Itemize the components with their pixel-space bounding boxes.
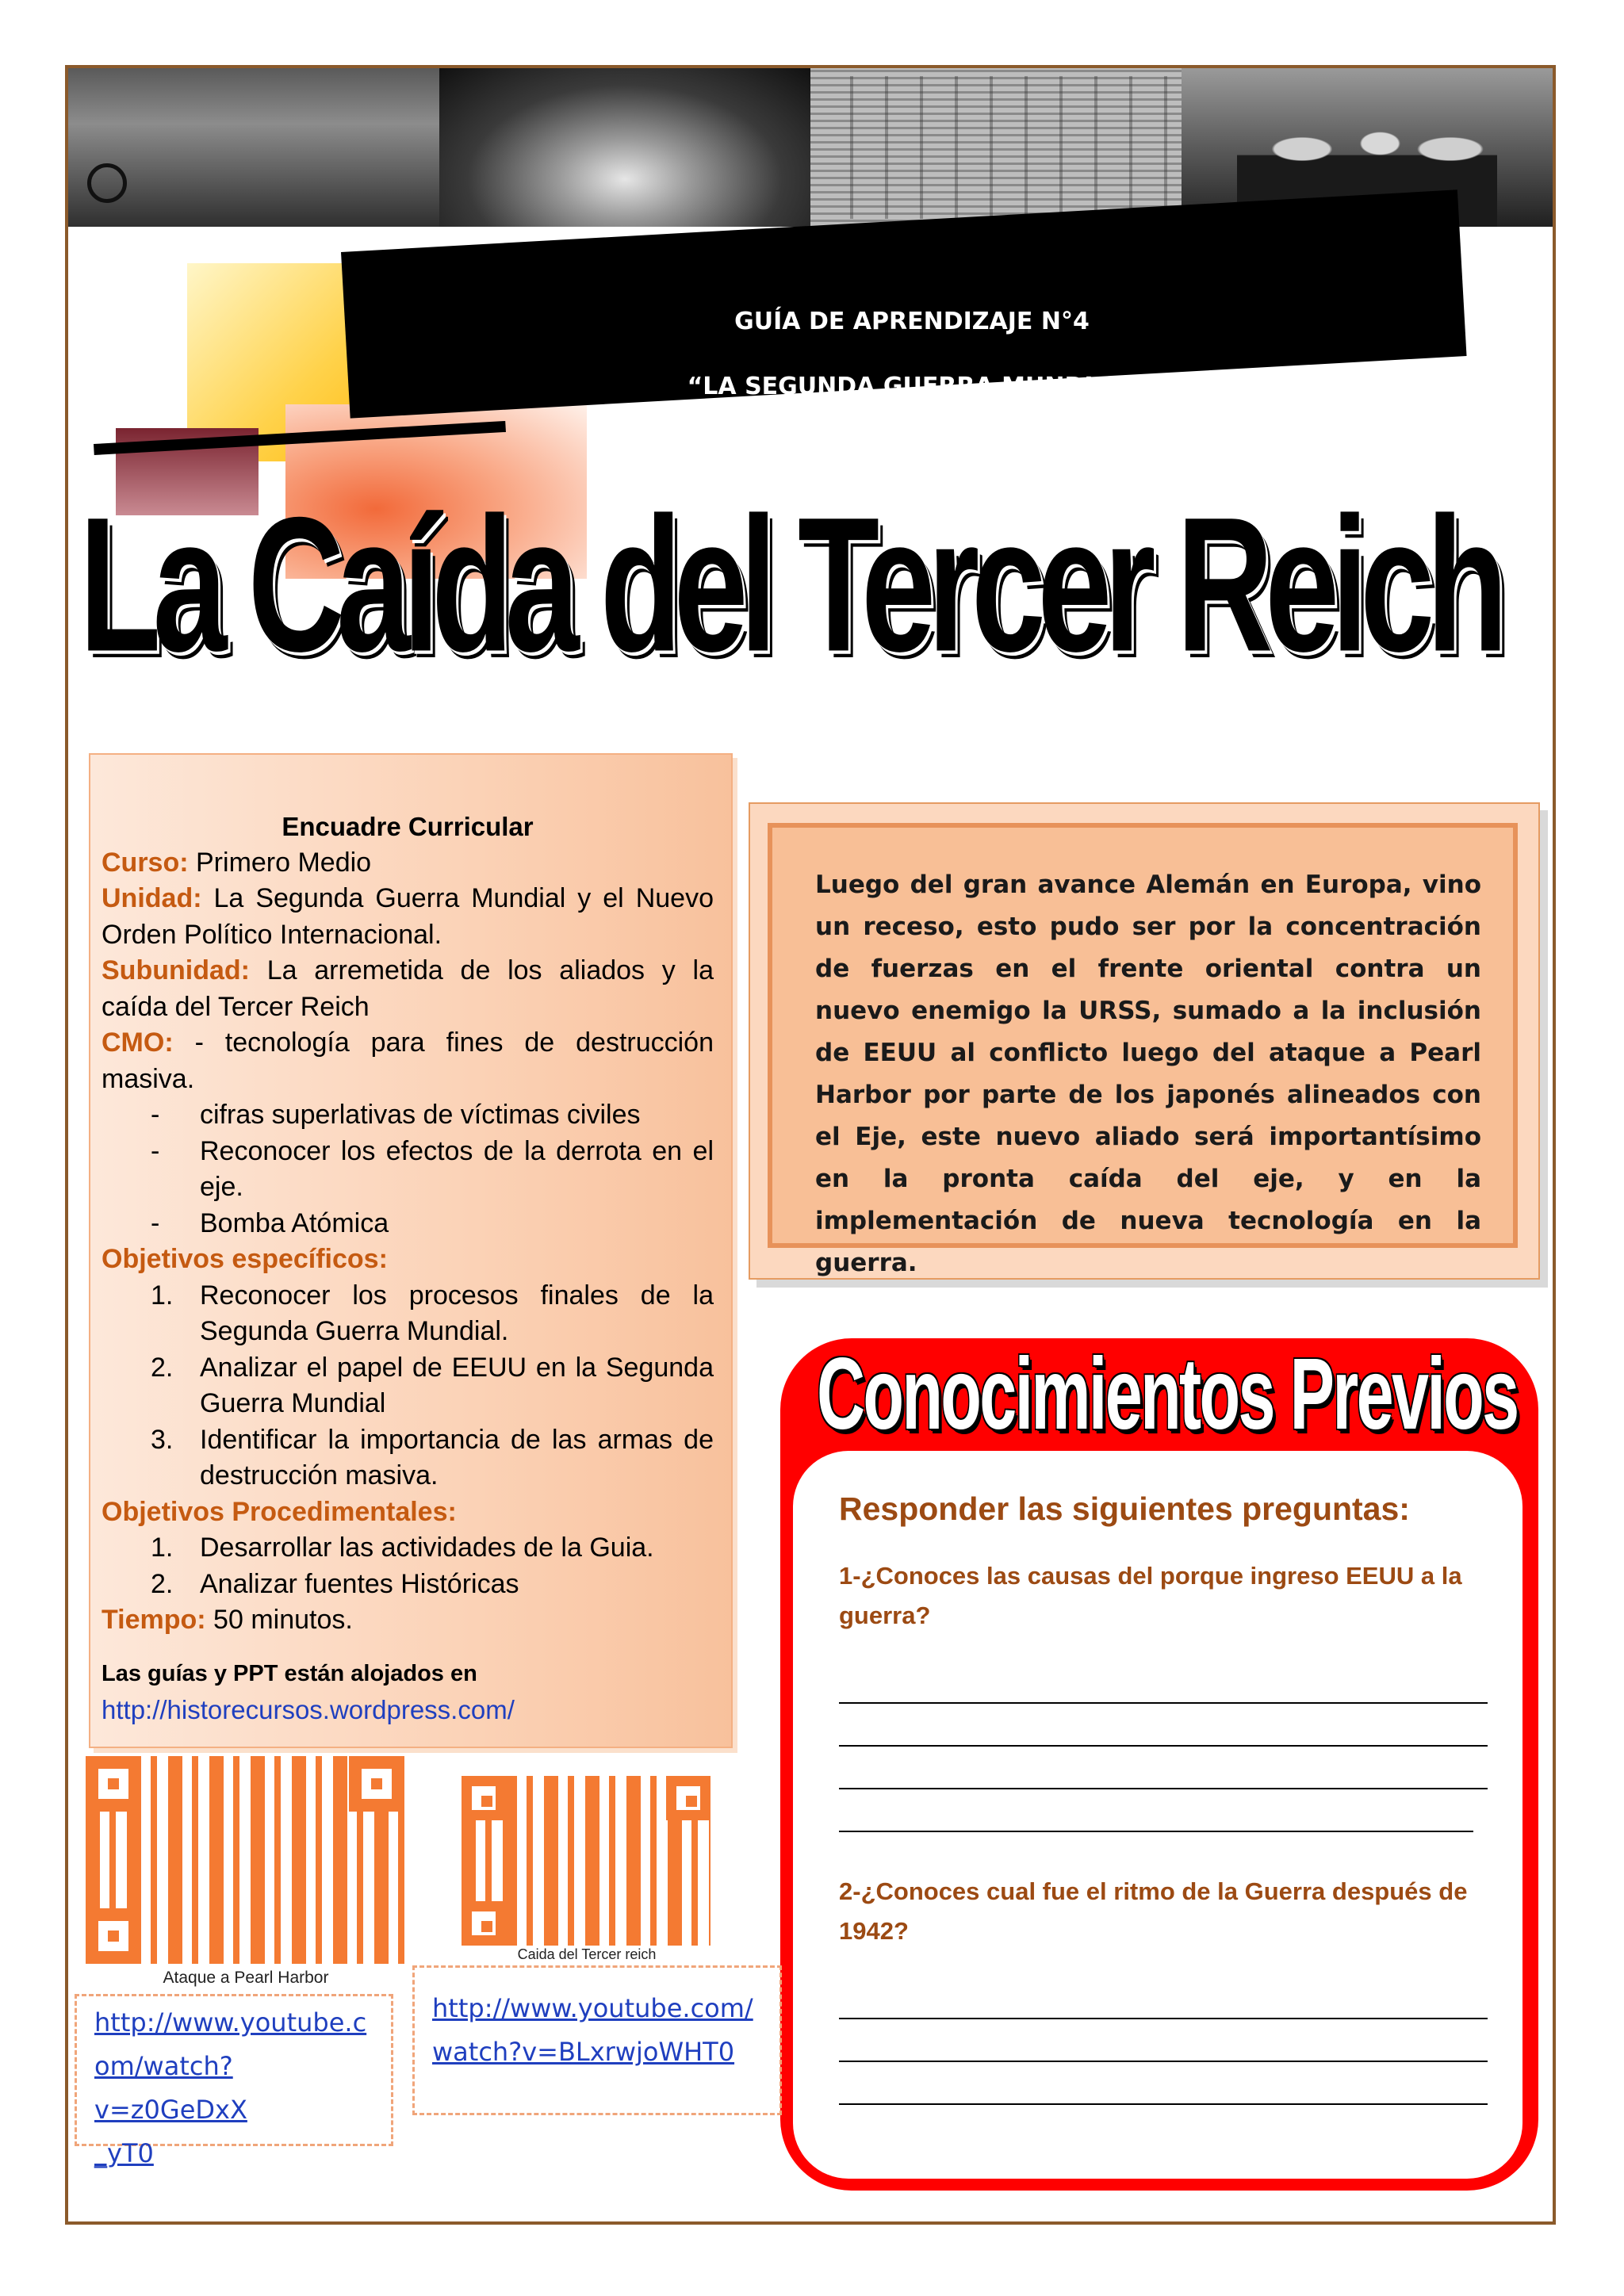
objetivos-especificos-label: Objetivos específicos:: [102, 1244, 388, 1274]
cmo-label: CMO:: [102, 1027, 174, 1058]
tercer-reich-link-box[interactable]: [412, 1965, 782, 2115]
answer-line[interactable]: [839, 1704, 1488, 1747]
list-item-text: Analizar el papel de EEUU en la Segunda Guerra Mundial: [200, 1352, 714, 1418]
list-item: [102, 1097, 714, 1134]
list-item: [102, 1350, 714, 1422]
answer-line[interactable]: [839, 2019, 1488, 2062]
newspaper-photo: [810, 68, 1182, 227]
answer-line[interactable]: [839, 1789, 1473, 1832]
list-item: [102, 1530, 714, 1567]
unidad-label: Unidad:: [102, 883, 202, 913]
qr-caption: Ataque a Pearl Harbor: [163, 1969, 329, 1987]
unidad-row: [102, 881, 714, 953]
questions-heading: Responder las siguientes preguntas:: [839, 1490, 1410, 1527]
page-title: La Caída del Tercer Reich: [79, 478, 1500, 692]
curriculum-box: [89, 753, 733, 1748]
pearl-harbor-qr-code[interactable]: [86, 1756, 404, 1964]
list-item: [102, 1278, 714, 1350]
curso-row: [102, 845, 714, 882]
list-item-text: Reconocer los procesos finales de la Segunda Guerra Mundial.: [200, 1280, 714, 1346]
guide-topic: “LA SEGUNDA GUERRA MUNDIAL”: [687, 373, 1137, 400]
qr-finder-icon: [666, 1776, 710, 1820]
link-line[interactable]: _yT0: [94, 2138, 154, 2168]
list-item-text: Identificar la importancia de las armas de destrucción masiva.: [200, 1424, 714, 1490]
qr-finder-icon: [462, 1901, 506, 1946]
intro-text: Luego del gran avance Alemán en Europa, vino un receso, esto pudo ser por la concentración de fuerzas en el frente oriental contra un nuevo enemigo la URSS, sumado a la inclusión de EEUU al conflicto luego del ataque a Pearl Harbor por parte de los japonés alineados con el Eje, este nuevo aliado será importantísimo en la pronta caída del eje, y en la implementación de nueva tecnología en la guerra.: [768, 823, 1518, 1248]
subunidad-value: La arremetida de los aliados y la caída del Tercer Reich: [102, 955, 714, 1022]
link-line[interactable]: http://www.youtube.c: [94, 2007, 367, 2038]
qr-finder-icon: [462, 1776, 506, 1820]
answer-line[interactable]: [839, 1976, 1488, 2019]
cmo-row: [102, 1025, 714, 1097]
curso-value: Primero Medio: [188, 847, 372, 878]
pearl-harbor-link-box[interactable]: [75, 1994, 393, 2168]
tiempo-value: 50 minutos.: [205, 1605, 353, 1635]
objetivos-procedimentales-label: Objetivos Procedimentales:: [102, 1496, 457, 1527]
answer-lines-2[interactable]: [839, 1976, 1491, 2105]
list-marker: -: [151, 1207, 160, 1238]
subunidad-label: Subunidad:: [102, 955, 250, 985]
question-2: 2-¿Conoces cual fue el ritmo de la Guerra después de 1942?: [839, 1877, 1468, 1945]
cmo-list: [102, 1097, 714, 1242]
curriculum-heading: Encuadre Curricular: [282, 812, 534, 841]
answer-line[interactable]: [839, 1661, 1488, 1704]
list-marker: -: [151, 1100, 160, 1130]
list-marker: -: [151, 1135, 160, 1166]
unidad-value: La Segunda Guerra Mundial y el Nuevo Orden Político Internacional.: [102, 883, 714, 950]
qr-finder-icon: [349, 1756, 404, 1812]
list-item-text: Reconocer los efectos de la derrota en el eje.: [200, 1135, 714, 1202]
list-item-text: Desarrollar las actividades de la Guia.: [200, 1533, 654, 1563]
tiempo-row: [102, 1602, 714, 1639]
guide-number: GUÍA DE APRENDIZAJE N°4: [734, 308, 1090, 335]
conocimientos-previos-title: Conocimientos Previos: [817, 1337, 1518, 1451]
tercer-reich-qr-code[interactable]: [462, 1776, 710, 1946]
hosting-note: Las guías y PPT están alojados en: [102, 1660, 477, 1686]
answer-line[interactable]: [839, 2062, 1488, 2105]
link-line[interactable]: watch?v=BLxrwjoWHT0: [432, 2037, 735, 2067]
list-marker: 1.: [151, 1280, 174, 1311]
qr-finder-icon: [86, 1756, 141, 1812]
curso-label: Curso:: [102, 847, 189, 878]
list-item: [102, 1206, 714, 1242]
qr-caption: Caida del Tercer reich: [517, 1946, 657, 1962]
answer-line[interactable]: [839, 1747, 1488, 1789]
list-marker: 1.: [151, 1533, 174, 1563]
atomic-bomb-photo: [439, 68, 810, 227]
historecursos-link[interactable]: http://historecursos.wordpress.com/: [102, 1695, 515, 1724]
objetivos-especificos-list: [102, 1278, 714, 1494]
list-item: [102, 1567, 714, 1603]
list-marker: 2.: [151, 1352, 174, 1383]
war-city-photo: [68, 68, 439, 227]
tiempo-label: Tiempo:: [102, 1605, 206, 1635]
objetivos-procedimentales-list: [102, 1530, 714, 1602]
list-item-text: Analizar fuentes Históricas: [200, 1568, 519, 1599]
answer-lines-1[interactable]: [839, 1661, 1491, 1832]
hammer-sickle-icon: [87, 163, 127, 203]
link-line[interactable]: http://www.youtube.com/: [432, 1993, 753, 2023]
cmo-value: - tecnología para fines de destrucción masiva.: [102, 1027, 714, 1094]
list-item: [102, 1422, 714, 1494]
list-marker: 3.: [151, 1424, 174, 1455]
question-1: 1-¿Conoces las causas del porque ingreso EEUU a la guerra?: [839, 1562, 1462, 1629]
qr-finder-icon: [86, 1908, 141, 1964]
list-item-text: cifras superlativas de víctimas civiles: [200, 1100, 641, 1130]
list-item: [102, 1134, 714, 1206]
conocimientos-previos-panel: [793, 1451, 1522, 2179]
list-item-text: Bomba Atómica: [200, 1207, 389, 1238]
link-line[interactable]: om/watch?v=z0GeDxX: [94, 2051, 247, 2125]
list-marker: 2.: [151, 1568, 174, 1599]
subunidad-row: [102, 953, 714, 1025]
